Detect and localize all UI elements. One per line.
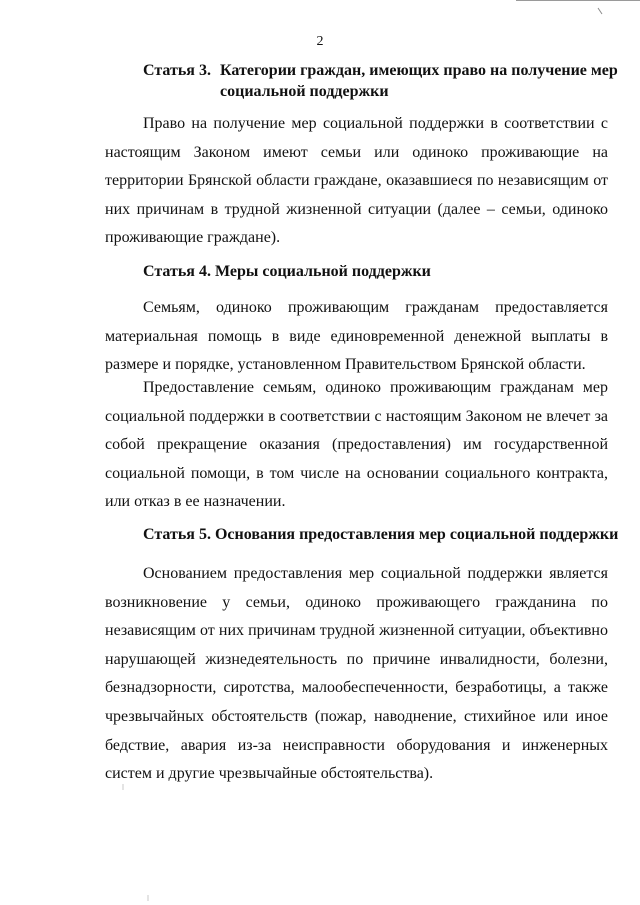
- article-5-paragraph: Основанием предоставления мер социальной поддержки является возникновение у семьи, одиноко проживающего гражданина по независящим от них причинам трудной жизненной ситуации, объективно нарушающей жизнедеятельность по причине инвалидности, болезни, безнадзорности, сиротства, малообеспеченности, безработицы, а также чрезвычайных обстоятельств (пожар, наводнение, стихийное или иное бедствие, авария из-за неисправности оборудования и инженерных систем и другие чрезвычайные обстоятельства).: [105, 565, 608, 783]
- article-3-number: Статья 3.: [143, 62, 211, 79]
- article-3-title: Категории граждан, имеющих право на получение мер социальной поддержки: [220, 62, 618, 100]
- article-4-paragraph-1: Семьям, одиноко проживающим гражданам предоставляется материальная помощь в виде единовременной денежной выплаты в размере и порядке, установленном Правительством Брянской области.: [105, 299, 608, 374]
- article-4-paragraph-2: Предоставление семьям, одиноко проживающим гражданам мер социальной поддержки в соответствии с настоящим Законом не влечет за собой прекращение оказания (предоставления) им государственной социальной помощи, в том числе на основании социального контракта, или отказ в ее назначении.: [105, 379, 608, 511]
- page-number: 2: [316, 34, 324, 49]
- article-4-heading: Статья 4. Меры социальной поддержки: [143, 263, 431, 280]
- article-3-paragraph: Право на получение мер социальной поддержки в соответствии с настоящим Законом имеют семьи или одиноко проживающие на территории Брянской области граждане, оказавшиеся по независящим от них причинам в трудной жизненной ситуации (далее – семьи, одиноко проживающие граждане).: [105, 115, 608, 247]
- scan-edge-line: [516, 0, 640, 3]
- scan-mark-top-right: [598, 8, 602, 14]
- article-5-heading: Статья 5. Основания предоставления мер социальной поддержки: [143, 526, 619, 543]
